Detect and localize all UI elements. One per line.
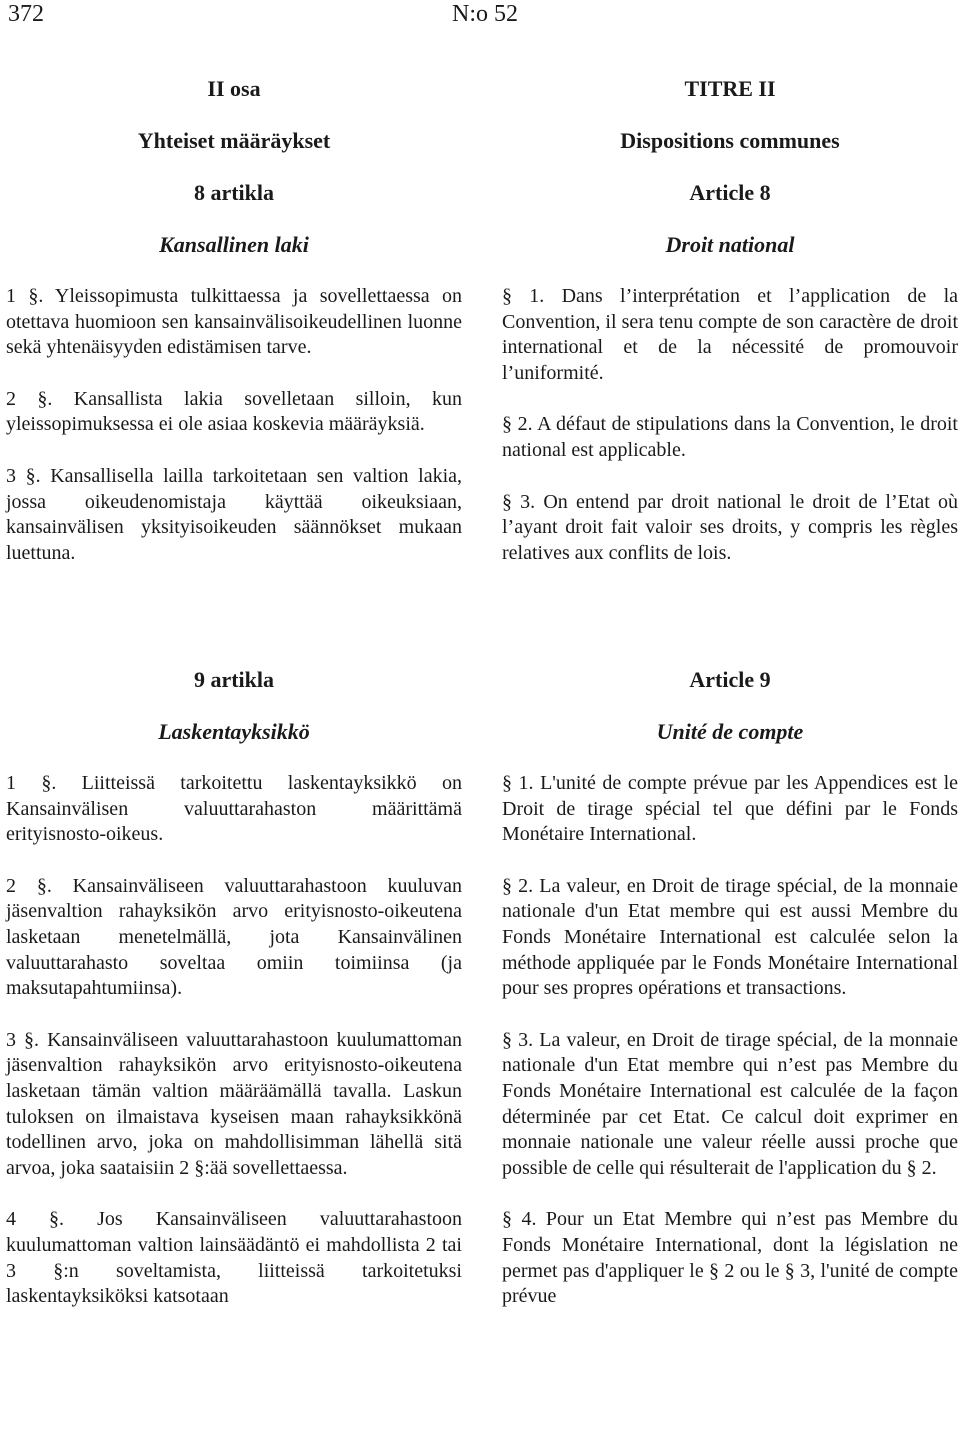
page-header xyxy=(0,0,960,40)
paragraph: § 4. Pour un Etat Membre qui n’est pas Membre du Fonds Monétaire International, dont la législation ne permet pas d'appliquer le § 2 ou le § 3, l'unité de compte prévue xyxy=(502,1208,958,1308)
paragraph: § 1. L'unité de compte prévue par les Appendices est le Droit de tirage spécial tel que défini par le Fonds Monétaire International. xyxy=(502,772,958,846)
issue-number: N:o 52 xyxy=(452,1,518,27)
paragraph: § 3. On entend par droit national le droit de l’Etat où l’ayant droit fait valoir ses droits, y compris les règles relatives aux conflits de lois. xyxy=(502,490,958,564)
paragraph: 1 §. Yleissopimusta tulkittaessa ja sovellettaessa on otettava huomioon sen kansainvälisoikeudellinen luonne sekä yhtenäisyyden edistämisen tarve. xyxy=(6,285,462,359)
part-subtitle: Yhteiset määräykset xyxy=(137,128,331,153)
paragraph: 3 §. Kansallisella lailla tarkoitetaan sen valtion lakia, jossa oikeudenomistaja käyttää oikeuksiaan, kansainvälisen yksityisoikeuden säännökset mukaan luettuna. xyxy=(6,464,462,564)
article-title: 8 artikla xyxy=(193,180,275,205)
paragraph: 2 §. Kansainväliseen valuuttarahastoon kuuluvan jäsenvaltion rahayksikön arvo erityisnosto-oikeutena lasketaan menetelmällä, jota Kansainvälinen valuuttarahasto soveltaa omiin toimiinsa (ja maksutapahtumiinsa). xyxy=(6,874,462,1000)
paragraph: § 3. La valeur, en Droit de tirage spécial, de la monnaie nationale d'un Etat membre qui n’est pas Membre du Fonds Monétaire International est calculée de la façon déterminée par cet Etat. Ce calcul doit exprimer en monnaie nationale une valeur réelle aussi proche que possible de celle qui résulterait de l'application du § 2. xyxy=(502,1028,958,1179)
paragraph: 2 §. Kansallista lakia sovelletaan silloin, kun yleissopimuksessa ei ole asiaa koskevia määräyksiä. xyxy=(6,387,462,436)
finnish-column xyxy=(6,76,462,566)
part-title: II osa xyxy=(207,76,261,101)
article-title: Article 8 xyxy=(689,180,771,205)
paragraph: § 1. Dans l’interprétation et l’application de la Convention, il sera tenu compte de son caractère de droit international et de la nécessité de promouvoir l’uniformité. xyxy=(502,285,958,384)
french-column xyxy=(502,76,958,566)
finnish-article-9 xyxy=(6,667,462,1310)
paragraph: § 2. La valeur, en Droit de tirage spécial, de la monnaie nationale d'un Etat membre qui est aussi Membre du Fonds Monétaire International est calculée selon la méthode appliquée par le Fonds Monétaire International pour ses propres opérations et transactions. xyxy=(502,874,958,1000)
paragraph: 1 §. Liitteissä tarkoitettu laskentayksikkö on Kansainvälisen valuuttarahaston määrittämä erityisnosto-oikeus. xyxy=(6,772,462,846)
french-article-9 xyxy=(502,667,958,1310)
article-subtitle: Laskentayksikkö xyxy=(158,719,310,744)
part-title: TITRE II xyxy=(684,76,776,101)
article-title: 9 artikla xyxy=(193,667,275,692)
article-subtitle: Kansallinen laki xyxy=(159,232,309,257)
page-number: 372 xyxy=(8,1,44,27)
article-subtitle: Droit national xyxy=(665,232,795,257)
article-subtitle: Unité de compte xyxy=(656,719,804,744)
article-title: Article 9 xyxy=(689,667,771,692)
part-subtitle: Dispositions communes xyxy=(620,128,840,153)
paragraph: 3 §. Kansainväliseen valuuttarahastoon kuulumattoman jäsenvaltion rahayksikön arvo erityisnosto-oikeutena lasketaan tämän valtion määräämällä tavalla. Laskun tuloksen on ilmaistava kyseisen maan rahayksikkönä todellinen arvo, joka on mahdollisimman lähellä sitä arvoa, joka saataisiin 2 §:ää sovellettaessa. xyxy=(6,1028,462,1179)
paragraph: 4 §. Jos Kansainväliseen valuuttarahastoon kuulumattoman valtion lainsäädäntö ei mahdollista 2 tai 3 §:n soveltamista, liitteissä tarkoitetuksi laskentayksiköksi katsotaan xyxy=(6,1208,462,1308)
paragraph: § 2. A défaut de stipulations dans la Convention, le droit national est applicable. xyxy=(502,413,958,461)
